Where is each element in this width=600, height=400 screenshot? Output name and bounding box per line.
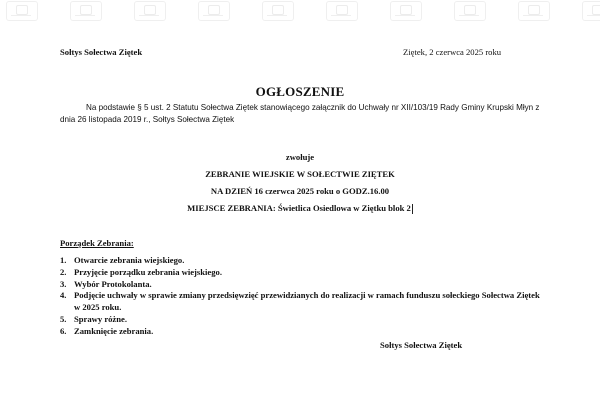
watermark-icon	[262, 1, 294, 21]
meeting-place: MIEJSCE ZEBRANIA: Świetlica Osiedlowa w Ziętku blok 2	[187, 203, 411, 213]
agenda-item	[60, 267, 540, 279]
watermark-icon	[326, 1, 358, 21]
agenda-item-number: 5.	[60, 313, 67, 324]
agenda-item	[60, 326, 540, 338]
agenda-item-number: 2.	[60, 266, 67, 277]
watermark-band	[0, 0, 600, 24]
agenda-item	[60, 290, 540, 314]
agenda-item-text: Wybór Protokolanta.	[74, 278, 152, 289]
watermark-icon	[518, 1, 550, 21]
agenda-list	[60, 255, 540, 338]
signature: Sołtys Sołectwa Ziętek	[380, 340, 463, 350]
preamble-paragraph: Na podstawie § 5 ust. 2 Statutu Sołectwa Ziętek stanowiącego załącznik do Uchwały nr XII/103/19 Rady Gminy Krupski Młyn z dnia 26 listopada 2019 r., Sołtys Sołectwa Ziętek	[60, 103, 540, 124]
meeting-heading: ZEBRANIE WIEJSKIE W SOŁECTWIE ZIĘTEK	[205, 169, 395, 179]
meeting-date: NA DZIEŃ 16 czerwca 2025 roku o GODZ.16.00	[210, 186, 390, 196]
text-cursor	[412, 204, 413, 214]
agenda-item-text: Sprawy różne.	[74, 313, 127, 324]
agenda-item	[60, 255, 540, 267]
agenda-title: Porządek Zebrania:	[60, 238, 134, 248]
watermark-icon	[582, 1, 600, 21]
place-date: Ziętek, 2 czerwca 2025 roku	[403, 47, 502, 57]
watermark-icon	[70, 1, 102, 21]
agenda-item-text: Podjęcie uchwały w sprawie zmiany przedsięwzięć przewidzianych do realizacji w ramach funduszu sołeckiego Sołectwa Ziętek w 2025 roku.	[74, 290, 540, 313]
document-title: OGŁOSZENIE	[255, 84, 345, 99]
watermark-icon	[198, 1, 230, 21]
watermark-icon	[6, 1, 38, 21]
issuer-header: Sołtys Sołectwa Ziętek	[60, 47, 143, 57]
agenda-item-text: Zamknięcie zebrania.	[74, 325, 154, 336]
watermark-icon	[390, 1, 422, 21]
agenda-item-text: Przyjęcie porządku zebrania wiejskiego.	[74, 266, 222, 277]
convenes-line: zwołuje	[285, 152, 315, 162]
agenda-item-number: 6.	[60, 325, 67, 336]
agenda-item-text: Otwarcie zebrania wiejskiego.	[74, 255, 185, 265]
agenda-item-number: 4.	[60, 290, 67, 301]
agenda-item-number: 3.	[60, 278, 67, 289]
agenda-item	[60, 314, 540, 326]
agenda-item-number: 1.	[60, 255, 67, 265]
watermark-icon	[454, 1, 486, 21]
meeting-place-line	[0, 203, 600, 214]
watermark-icon	[134, 1, 166, 21]
agenda-item	[60, 279, 540, 291]
